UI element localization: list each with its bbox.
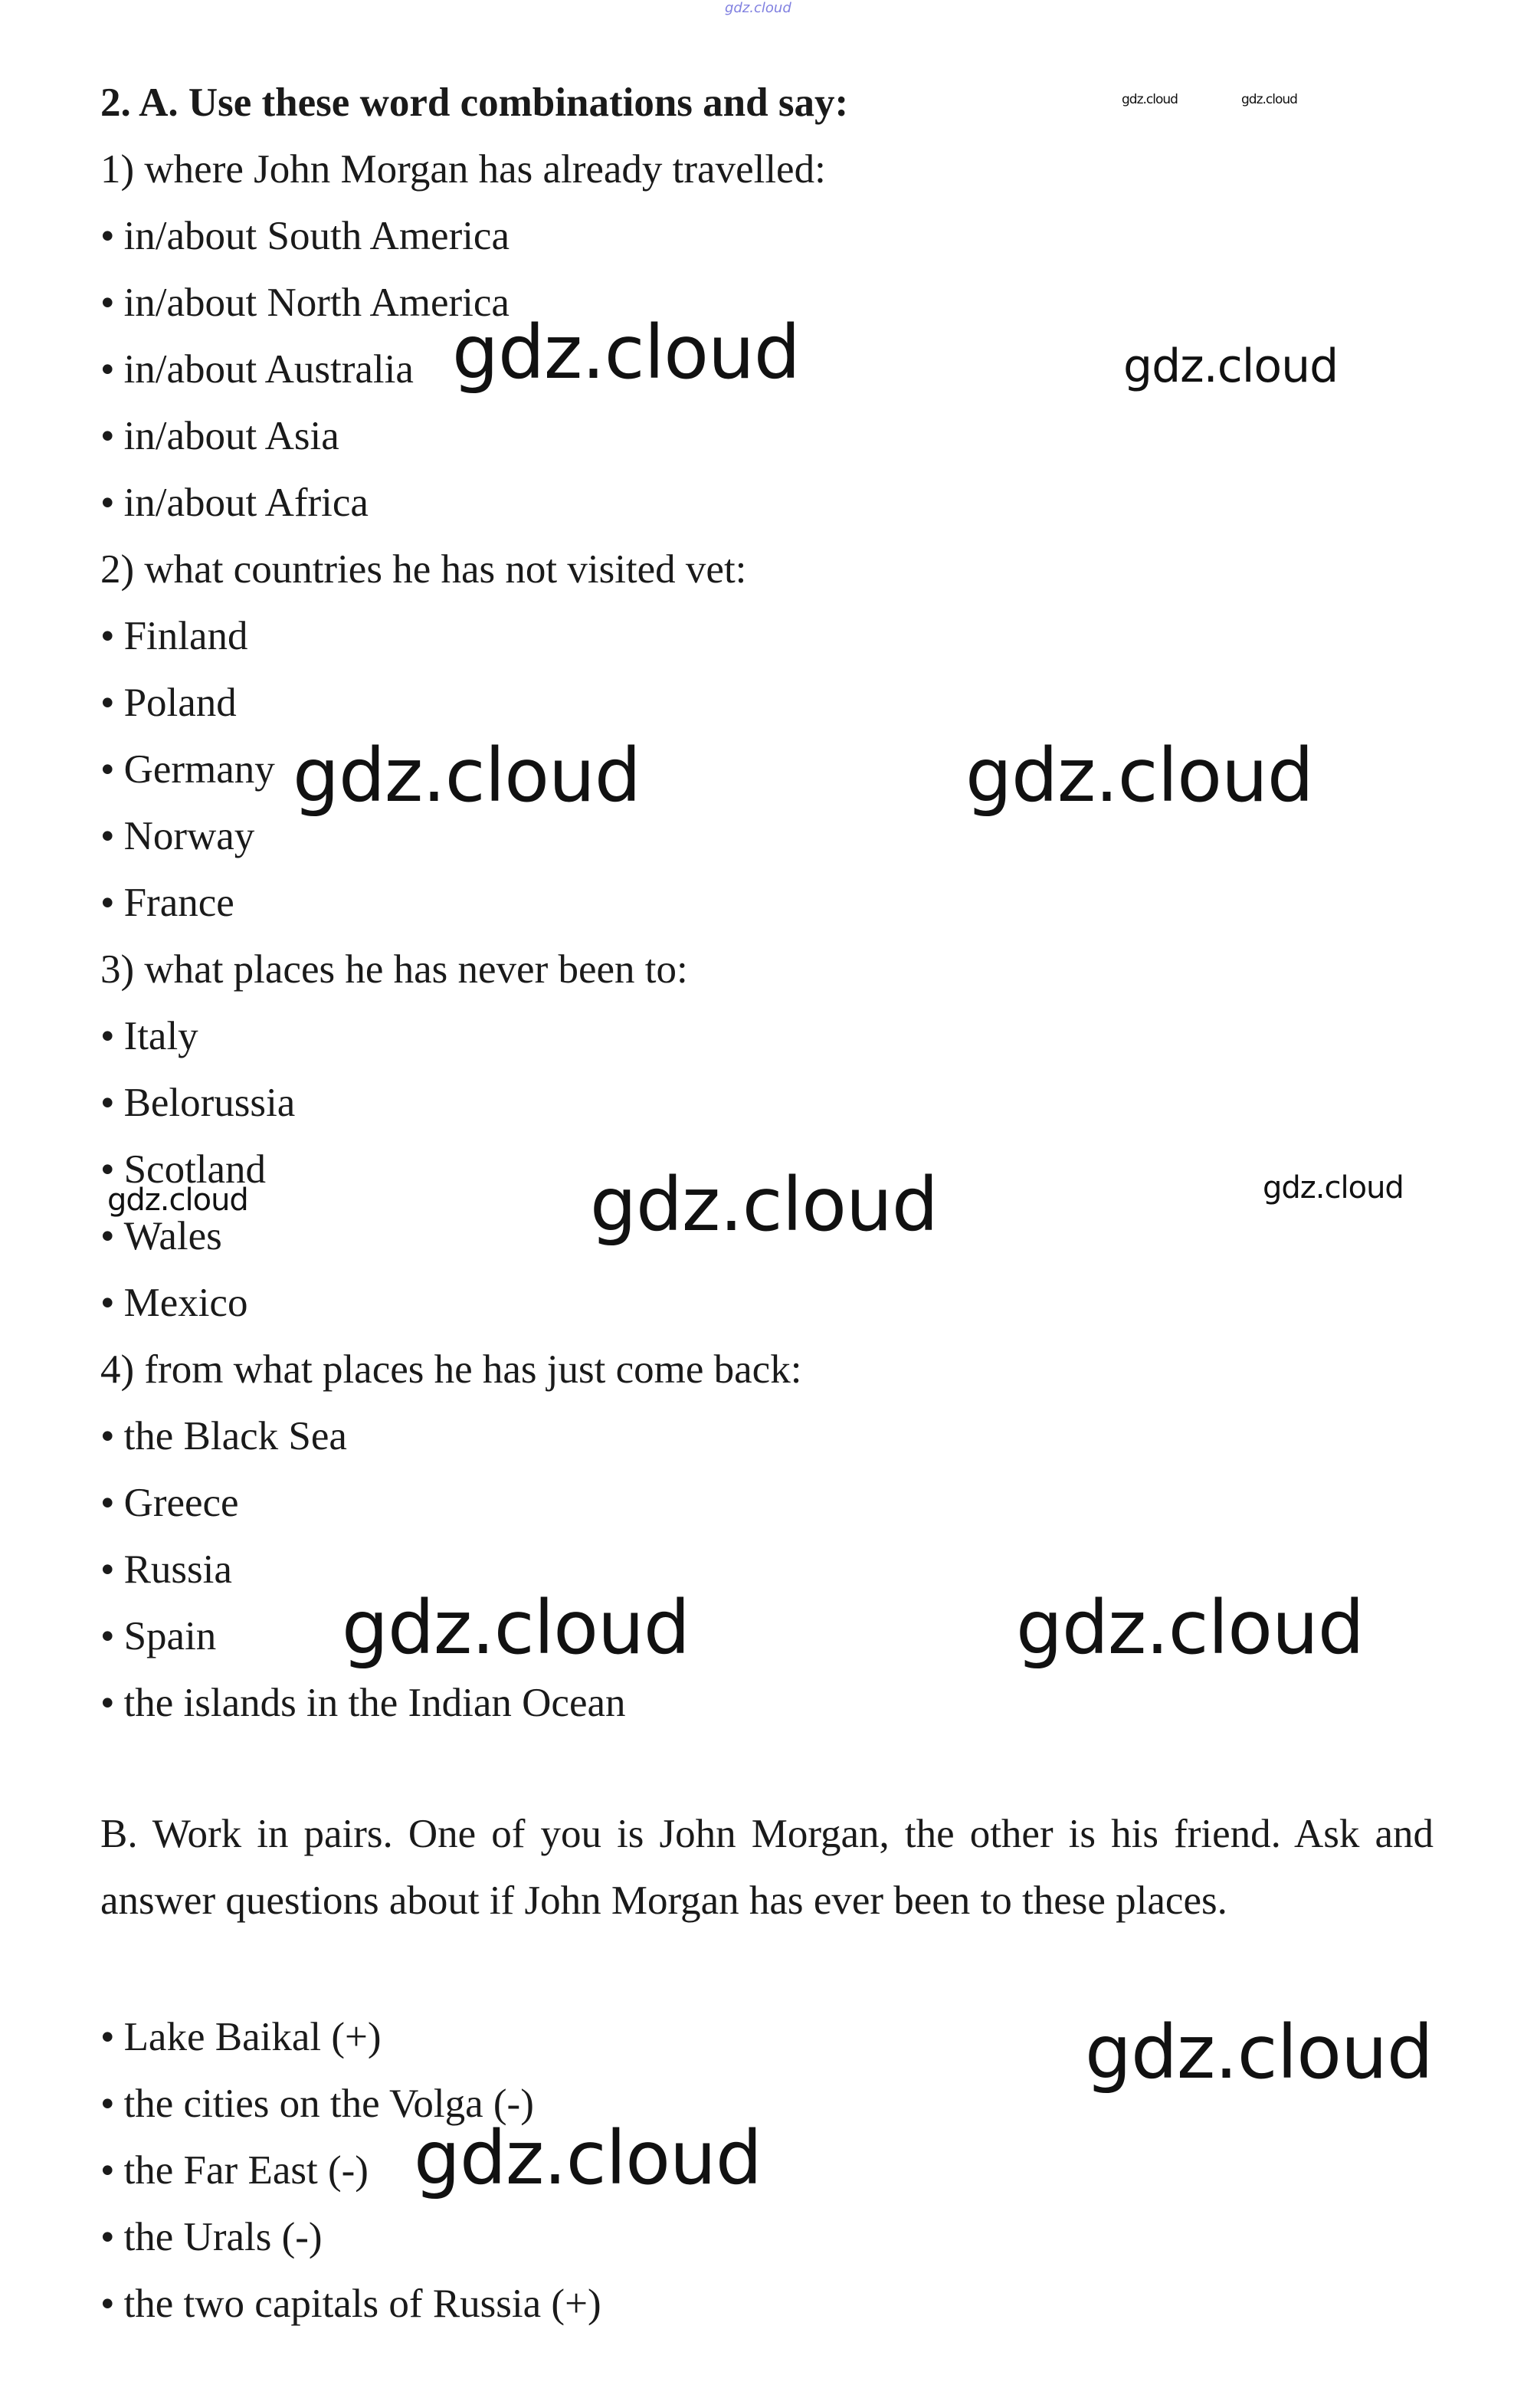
question-2-title: 2) what countries he has not visited vet: <box>100 547 747 592</box>
list-item: • in/about South America <box>100 216 510 257</box>
watermark-text: gdz.cloud <box>1122 92 1178 107</box>
list-item: • the Urals (-) <box>100 2217 323 2258</box>
list-item: • Spain <box>100 1616 216 1657</box>
watermark-text: gdz.cloud <box>414 2115 762 2201</box>
list-item: • Wales <box>100 1216 222 1257</box>
watermark-text: gdz.cloud <box>965 733 1313 819</box>
watermark-text: gdz.cloud <box>1123 340 1339 393</box>
exercise-heading: 2. A. Use these word combinations and say: <box>100 80 849 125</box>
list-item: • Finland <box>100 616 248 657</box>
list-item: • in/about Asia <box>100 416 339 457</box>
watermark-text: gdz.cloud <box>1241 92 1297 107</box>
watermark-text: gdz.cloud <box>342 1585 690 1671</box>
list-item: • Germany <box>100 750 275 790</box>
list-item: • the Black Sea <box>100 1416 347 1457</box>
watermark-text: gdz.cloud <box>452 310 800 395</box>
section-b-instruction: B. Work in pairs. One of you is John Morgan, the other is his friend. Ask and answer questions about if John Morgan has ever been to these places. <box>100 1812 1434 1923</box>
list-item: • Poland <box>100 683 237 723</box>
list-item: • the islands in the Indian Ocean <box>100 1683 626 1724</box>
list-item: • Belorussia <box>100 1083 295 1124</box>
watermark-text: gdz.cloud <box>293 733 641 819</box>
top-watermark: gdz.cloud <box>725 0 791 16</box>
watermark-text: gdz.cloud <box>1263 1170 1404 1206</box>
question-3-title: 3) what places he has never been to: <box>100 947 688 992</box>
list-item: • Lake Baikal (+) <box>100 2017 382 2058</box>
list-item: • in/about Australia <box>100 349 414 390</box>
list-item: • Russia <box>100 1550 232 1590</box>
watermark-text: gdz.cloud <box>590 1162 938 1248</box>
list-item: • the cities on the Volga (-) <box>100 2084 534 2124</box>
list-item: • the two capitals of Russia (+) <box>100 2284 601 2324</box>
list-item: • France <box>100 883 234 924</box>
list-item: • Scotland <box>100 1150 266 1190</box>
list-item: • Norway <box>100 816 254 857</box>
list-item: • in/about North America <box>100 283 510 323</box>
list-item: • Greece <box>100 1483 239 1524</box>
list-item: • in/about Africa <box>100 483 369 523</box>
list-item: • the Far East (-) <box>100 2150 369 2191</box>
question-4-title: 4) from what places he has just come back: <box>100 1347 802 1392</box>
list-item: • Italy <box>100 1016 198 1057</box>
watermark-text: gdz.cloud <box>1085 2009 1433 2095</box>
question-1-title: 1) where John Morgan has already travelled: <box>100 147 826 192</box>
watermark-text: gdz.cloud <box>1016 1585 1364 1671</box>
watermark-text: gdz.cloud <box>107 1183 248 1218</box>
list-item: • Mexico <box>100 1283 247 1324</box>
